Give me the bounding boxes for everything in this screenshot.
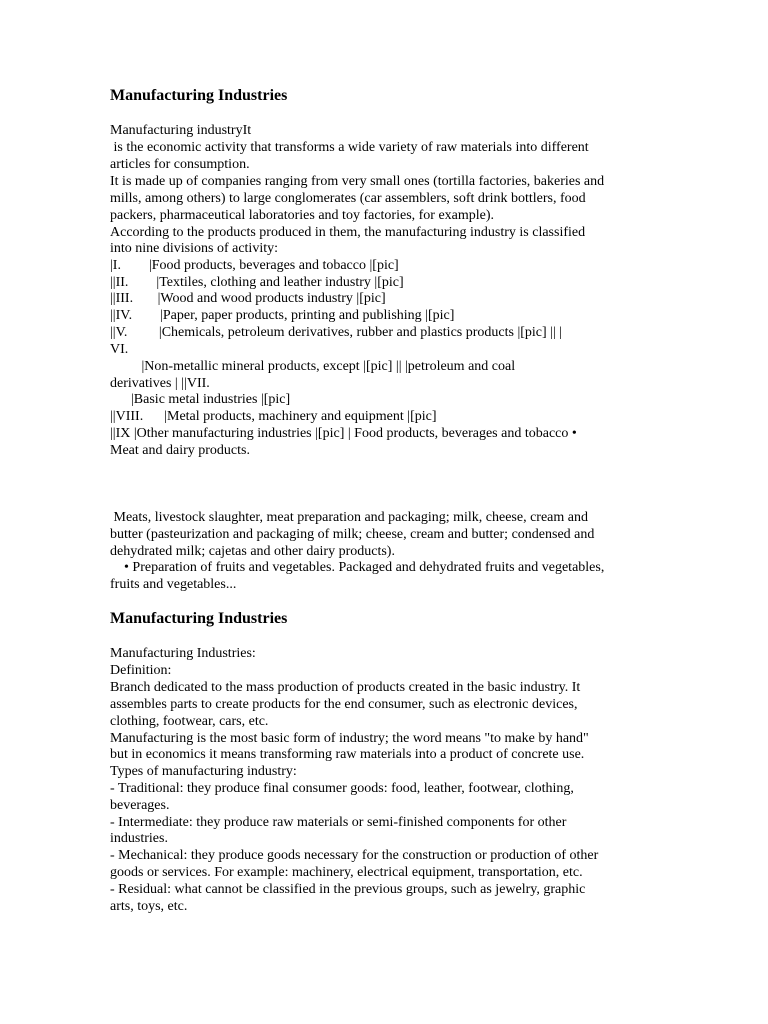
paragraph-line: Meat and dairy products. <box>110 443 250 458</box>
paragraph-line: packers, pharmaceutical laboratories and toy factories, for example). <box>110 208 495 223</box>
paragraph-line: Manufacturing industryIt <box>110 123 252 138</box>
division-row: |I. |Food products, beverages and tobacco |[pic] <box>110 258 399 273</box>
division-row: |Non-metallic mineral products, except |[pic] || |petroleum and coal <box>110 359 516 374</box>
division-row: ||IV. |Paper, paper products, printing and publishing |[pic] <box>110 308 455 323</box>
division-row: ||II. |Textiles, clothing and leather industry |[pic] <box>110 275 404 290</box>
paragraph-line: Branch dedicated to the mass production of products created in the basic industry. It <box>110 680 581 695</box>
list-item: goods or services. For example: machinery, electrical equipment, transportation, etc. <box>110 865 583 880</box>
list-item: industries. <box>110 831 168 846</box>
paragraph-line: mills, among others) to large conglomerates (car assemblers, soft drink bottlers, food <box>110 191 586 206</box>
paragraph-line: assembles parts to create products for the end consumer, such as electronic devices, <box>110 697 578 712</box>
paragraph-line: but in economics it means transforming raw materials into a product of concrete use. <box>110 747 585 762</box>
division-row: |Basic metal industries |[pic] <box>110 392 291 407</box>
section-1-title: Manufacturing Industries <box>110 87 288 104</box>
paragraph-line: articles for consumption. <box>110 157 250 172</box>
paragraph-line: Manufacturing Industries: <box>110 646 256 661</box>
division-row: ||III. |Wood and wood products industry |[pic] <box>110 291 386 306</box>
paragraph-line: dehydrated milk; cajetas and other dairy products). <box>110 544 395 559</box>
paragraph-line: • Preparation of fruits and vegetables. Packaged and dehydrated fruits and vegetables, <box>110 560 605 575</box>
list-item: - Residual: what cannot be classified in the previous groups, such as jewelry, graphic <box>110 882 586 897</box>
paragraph-line: is the economic activity that transforms a wide variety of raw materials into different <box>110 140 589 155</box>
division-row: ||IX |Other manufacturing industries |[pic] | Food products, beverages and tobacco • <box>110 426 577 441</box>
paragraph-line: butter (pasteurization and packaging of milk; cheese, cream and butter; condensed and <box>110 527 595 542</box>
division-row: ||V. |Chemicals, petroleum derivatives, rubber and plastics products |[pic] || | <box>110 325 563 340</box>
paragraph-line: According to the products produced in them, the manufacturing industry is classified <box>110 225 586 240</box>
paragraph-line: It is made up of companies ranging from very small ones (tortilla factories, bakeries and <box>110 174 605 189</box>
paragraph-line: clothing, footwear, cars, etc. <box>110 714 269 729</box>
list-item: - Intermediate: they produce raw materials or semi-finished components for other <box>110 815 567 830</box>
section-2-title: Manufacturing Industries <box>110 610 288 627</box>
paragraph-line: into nine divisions of activity: <box>110 241 278 256</box>
list-item: arts, toys, etc. <box>110 899 188 914</box>
paragraph-line: Definition: <box>110 663 172 678</box>
list-item: beverages. <box>110 798 170 813</box>
division-row: derivatives | ||VII. <box>110 376 210 391</box>
paragraph-line: fruits and vegetables... <box>110 577 237 592</box>
paragraph-line: Meats, livestock slaughter, meat preparation and packaging; milk, cheese, cream and <box>110 510 588 525</box>
division-row: ||VIII. |Metal products, machinery and equipment |[pic] <box>110 409 437 424</box>
paragraph-line: Manufacturing is the most basic form of industry; the word means "to make by hand" <box>110 731 589 746</box>
paragraph-line: Types of manufacturing industry: <box>110 764 297 779</box>
list-item: - Traditional: they produce final consumer goods: food, leather, footwear, clothing, <box>110 781 574 796</box>
list-item: - Mechanical: they produce goods necessary for the construction or production of other <box>110 848 599 863</box>
division-row: VI. <box>110 342 129 357</box>
